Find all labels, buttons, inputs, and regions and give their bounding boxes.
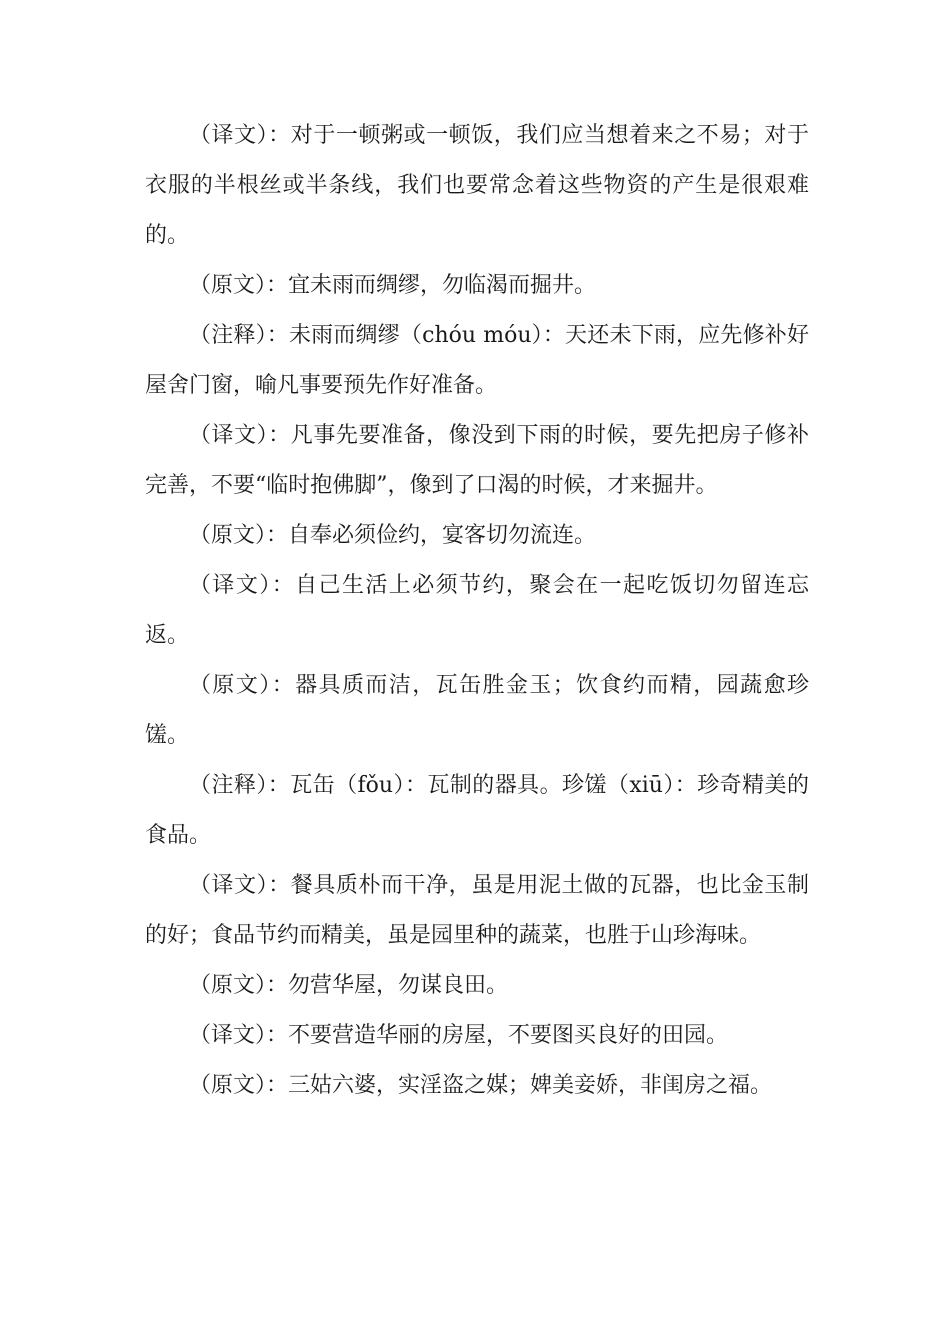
paragraph-11: （译文）：不要营造华丽的房屋，不要图买良好的田园。 <box>189 1023 729 1048</box>
paragraph-4: （译文）：凡事先要准备，像没到下雨的时候，要先把房子修补完善，不要“临时抱佛脚”，像到了口渴的时候，才来掘井。 <box>145 423 809 498</box>
document-body <box>145 111 809 1111</box>
paragraph-10: （原文）：勿营华屋，勿谋良田。 <box>189 973 509 998</box>
paragraph-7: （原文）：器具质而洁，瓦缶胜金玉；饮食约而精，园蔬愈珍馐。 <box>145 673 809 748</box>
paragraph-12: （原文）：三姑六婆，实淫盗之媒；婢美妾娇，非闺房之福。 <box>189 1073 773 1098</box>
paragraph-1: （译文）：对于一顿粥或一顿饭，我们应当想着来之不易；对于衣服的半根丝或半条线，我们也要常念着这些物资的产生是很艰难的。 <box>145 123 809 248</box>
paragraph-2: （原文）：宜未雨而绸缪，勿临渴而掘井。 <box>189 273 597 298</box>
paragraph-8: （注释）：瓦缶（fǒu）：瓦制的器具。珍馐（xiū）：珍奇精美的食品。 <box>145 773 809 848</box>
paragraph-5: （原文）：自奉必须俭约，宴客切勿流连。 <box>189 523 597 548</box>
paragraph-6: （译文）：自己生活上必须节约，聚会在一起吃饭切勿留连忘返。 <box>145 573 809 648</box>
paragraph-3: （注释）：未雨而绸缪（chóu móu）：天还未下雨，应先修补好屋舍门窗，喻凡事要预先作好准备。 <box>145 323 809 398</box>
paragraph-9: （译文）：餐具质朴而干净，虽是用泥土做的瓦器，也比金玉制的好；食品节约而精美，虽是园里种的蔬菜，也胜于山珍海味。 <box>145 873 809 948</box>
